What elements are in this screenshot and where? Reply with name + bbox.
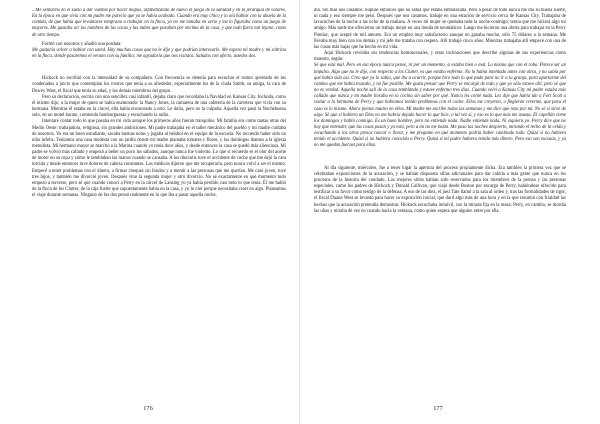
right-page-text [314, 8, 566, 380]
page-number: 177 [433, 405, 443, 412]
paragraph: Al día siguiente, miércoles, fue a tener lugar la apertura del proceso propiamente dicha. Era también la primera vez que se celebraban exposiciones de la acusación, y se habían dispuesto sillas adicionales para dar cabida a más gente que nunca en los procesos de la historia del condado. Los mejores sitios habían sido reservados para los miembros de la prensa y las personas especiales, como los padres de Hickock y Donald Cullivan, que viajó desde Boston por encargo de Perry, habiéndose ofrecido para testificar a su favor como testigo de la defensa. A eso de las diez, el juez Tate llamó a la sala al orden y, tras las formalidades de rigor, el fiscal Duane West se levantó para hacer su exposición inicial, que duró algo más de una hora y en la que resumió con frialdad los hechos que la acusación pretendía demostrar. Hickock escuchaba inmóvil, con la mirada fija en la mesa; Perry, en cambio, se mordía las uñas y miraba de vez en cuando hacia la ventana, como quien espera que alguien entre por ella. [314, 165, 566, 214]
paragraph: Pero su declaración, escrita con una sencillez casi infantil, dejaba claro que recordaba la Navidad en Kansas City. Incluida, como él mismo dijo, a la mujer de quien se había enamorado: la Nancy Jones, la camarera de una cafetería de la carretera que vivía con su hermana. Mientras él estaba en la cárcel, ella había encontrado a otro. Le dolía, pero no la culpaba. Aquella vez pasó la Nochebuena solo, en un motel barato, comiendo hamburguesas y escuchando la radio. [32, 94, 286, 119]
right-page [300, 0, 600, 424]
left-page-text [32, 8, 286, 380]
paragraph: ...Me sentaréis en el suelo a dar vueltas por hacer mapas, alfabetizando de nuevo el juego de la sanidad y en la jerarquía de valores. En la época en que vivía con mi padre me pareció que ya se había acabado. Cuando era muy chico y lo oía hablar con la abuela de la comida, de que había que levantarse temprano a trabajar en la finca, yo no me tomaba en serio y me lo figuraba como un juego de mayores. Me gustaba oír los nombres de las vacas y las nubes que pasaban por encima de la casa, y que todo fuera tan lejano, como de otro tiempo. [32, 8, 286, 38]
paragraph: Intentaré contar todo lo que pasaba en mi vida aunque los primeros años fueran tranquilos. Mi familia era como tantas otras del Medio Oeste: trabajadora, religiosa, sin grandes ambiciones. Mi padre trabajaba en el taller mecánico del pueblo y mi madre cuidaba de nosotros. Yo era un buen estudiante, sacaba buenas notas y jugaba al béisbol en el equipo de la escuela. No recuerdo haber sido un niño infeliz. Teníamos una casa modesta con un jardín donde mi madre plantaba tomates y flores, y los domingos íbamos a la iglesia metodista. Mi hermano mayor se marchó a la Marina cuando yo tenía doce años, y desde entonces la casa se quedó más silenciosa. Mi padre se volvió más callado y empezó a beber un poco los sábados, aunque nunca fue violento. Lo que sí recuerdo es el olor del aceite de motor en su ropa y cómo le temblaban las manos cuando se cansaba. A los dieciséis tuve el accidente de coche que me dejó la cara torcida y desde entonces tuve dolores de cabeza constantes. Los médicos dijeron que me recuperaría, pero nunca volví a ser el mismo. Empecé a tener problemas con el dinero, a firmar cheques sin fondos y a mentir a las personas que me querían. Me casé joven, tuve tres hijos, y también me divorcié joven. Después vino la segunda mujer y otro divorcio. No sé exactamente en qué momento todo empezó a torcerse, pero sé que cuando conocí a Perry en la cárcel de Lansing yo ya había perdido casi todo lo que tenía. Él me habló de la finca de los Clutter, de la caja fuerte que supuestamente había en la casa, y yo lo creí porque necesitaba creer en algo. Planeamos el viaje durante semanas. Ninguno de los dos pensó realmente en lo que iba a pasar aquella noche. [32, 119, 286, 199]
paragraph: Me gustaría volver a hablar con usted. Hay muchas cosas que no le dije y que podrían interesarle. Me espera mi madre y mi sobrina en la finca, donde pasaremos el verano con su familia; me agradaría que nos visitara. Saludos con afecto, ustedes dos. [32, 47, 286, 60]
page-number: 176 [143, 405, 153, 412]
paragraph: Aquí Hickock revelaba sus tendencias homosexuales, y otras inclinaciones que describe algunas de sus experiencias como maestro, según: [314, 51, 566, 63]
paragraph: Sé que está mal. Pero en esa época nunca pensé, ni por un momento, si estaba bien o mal. Lo mismo que con el robo. Parece ser un impulso. Algo que no le dije, con respecto a los Clutter, es que estaba enfermo. No lo había intentado antes con otros, y no sabía por qué había sido así. Creo que ya lo sabía, que iba a ocurrir, porque hice todo lo que pude para no ir a la granja, para apartarme del camino que me había trazado, y no fue posible. Me gusta pensar que Perry se encargó de todo y que yo sólo estuve allí, pero sé que no es verdad. Aquella noche salí de la casa temblando y estuve enfermo tres días. Cuando volví a Kansas City mi padre estaba más callado que nunca y mi madre lloraba en la cocina sin saber por qué. Nunca les conté nada. Les dije que había ido a Fort Scott a visitar a la hermana de Perry y que habíamos tenido problemas con el coche. Ellos me creyeron, o fingieron creerme, que para el caso es lo mismo. Ahora pienso mucho en ellos. Mi madre me escribe todas las semanas y me dice que reza por mí. No sé si sirve de algo. Sé que si hubiera un Dios no me habría dejado hacer lo que hice, o tal vez sí, y eso es lo que más me asusta. El capellán viene los domingos y habla conmigo. Es un buen hombre, pero no entiende nada. Nadie entiende nada. Ni siquiera yo. Perry dice que no hay que entender, que las cosas pasan y ya está, pero a mí no me basta. Me paso las noches despierto, mirando el techo de la celda y escuchando a los otros presos roncar o llorar, y me pregunto en qué momento podría haber cambiado todo. Quizá si no hubiera tenido el accidente. Quizá si no hubiera conocido a Perry. Quizá si mi padre hubiera tenido más dinero. Pero eso son excusas, y ya no me quedan fuerzas para ellas. [314, 63, 566, 149]
paragraph: Formó con nosotros y añadió una posdata: [42, 41, 122, 47]
paragraph: día. Sin más nos casamos. Supuse entonces que no sabía que estaba embarazada. Pero a pesar de todo nunca me dio su buena suerte, ni nada y eso siempre me pesó. Después que nos casamos, trabajé en una estación de servicio cerca de Kansas City. Trabajaba de lavacoches de la noche a las ocho de la mañana. A veces mi mujer se quedaba toda la noche conmigo; temía que me hiciera algo mi amigo. Más tarde me ofrecieron un trabajo mejor en una tienda de neumáticos. Luego me hicieron una oferta para trabajar en la Perry Pontiac, que acepté de mil amores. Era un empleo muy satisfactorio aunque no ganaba mucho, sólo 75 dólares a la semana. Me llevaba muy bien con los demás y mi jefe me trataba con respeto. Allí trabajé cinco años. Mientras trabajaba allí empecé con una de las cosas más bajas que he hecho en mi vida. [314, 8, 566, 50]
paragraph: Hickock no escribió con la intensidad de su compañero. Con frecuencia se detenía para escuchar el rumor ajetreado de los condenados a juicio que contemplan los rostros que tenía a su alrededor, especialmente los de la viuda Smith, su amiga, la cara de Dewey West, el fiscal que tenía su edad, y los demás miembros del grupo. [32, 76, 286, 94]
